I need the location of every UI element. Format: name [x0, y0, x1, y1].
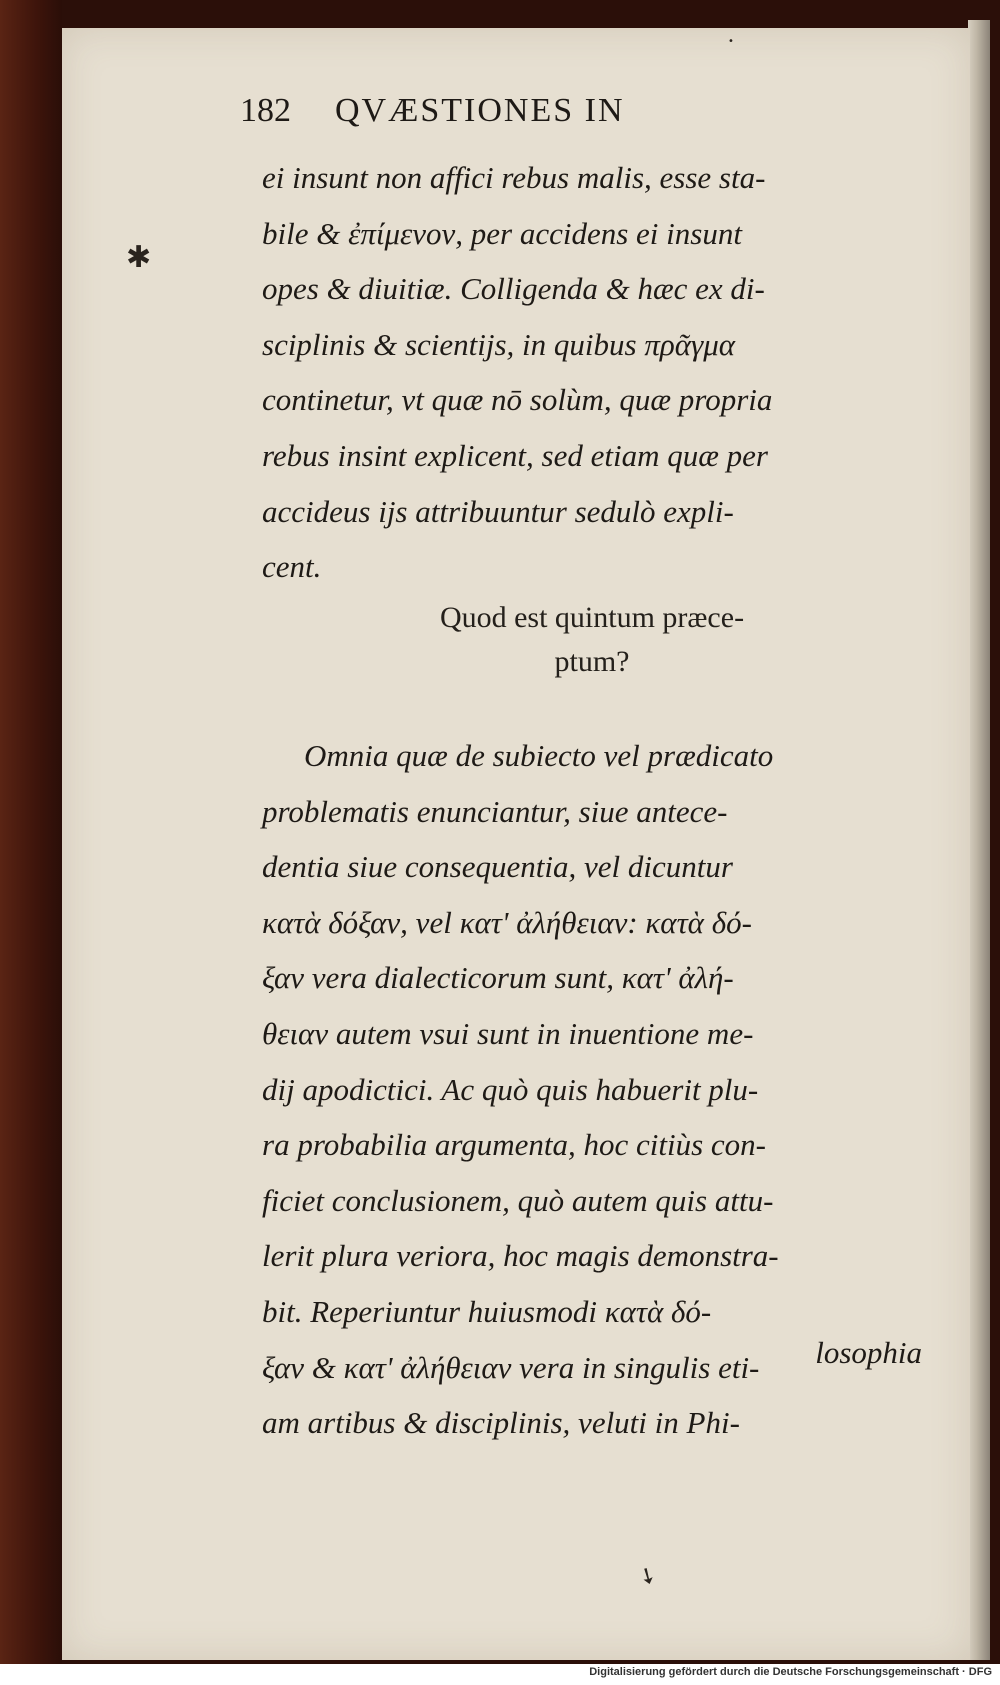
digitization-credit: Digitalisierung gefördert durch die Deutsche Forschungsgemeinschaft · DFG: [589, 1666, 992, 1678]
text-line: Omnia quæ de subiecto vel prædicato: [304, 738, 774, 773]
text-line: cent.: [262, 549, 322, 585]
text-line: dij apodictici. Ac quò quis habuerit plu-: [262, 1071, 759, 1107]
ink-mark-icon: ➘: [632, 1561, 662, 1592]
text-line: θειαν autem vsui sunt in inuentione me-: [262, 1015, 754, 1051]
section-heading: [262, 596, 922, 684]
text-line: ra probabilia argumenta, hoc citiùs con-: [262, 1127, 766, 1163]
text-line: problematis enunciantur, siue antece-: [262, 793, 728, 829]
page-edge: [968, 20, 990, 1660]
page-number: 182: [240, 92, 291, 129]
text-line: lerit plura veriora, hoc magis demonstra-: [262, 1238, 779, 1274]
text-line: sciplinis & scientijs, in quibus πρᾶγμα: [262, 326, 736, 362]
paragraph-1: [262, 150, 922, 595]
text-line: rebus insint explicent, sed etiam quæ per: [262, 437, 768, 473]
text-line: κατὰ δόξαν, vel κατ' ἀλήθειαν: κατὰ δό-: [262, 904, 752, 940]
text-line: bile & ἐπίμενον, per accidens ei insunt: [262, 215, 742, 251]
heading-line: Quod est quintum præce-: [439, 601, 745, 634]
text-line: ei insunt non affici rebus malis, esse sta-: [262, 160, 766, 195]
catchword: losophia: [815, 1335, 922, 1370]
ink-speck-icon: •: [728, 36, 734, 47]
running-head: QVÆSTIONES IN: [335, 92, 625, 129]
text-line: continetur, vt quæ nō solùm, quæ propria: [262, 382, 773, 418]
text-line: ξαν & κατ' ἀλήθειαν vera in singulis eti-: [262, 1349, 760, 1385]
heading-line: ptum?: [554, 645, 630, 678]
text-line: bit. Reperiuntur huiusmodi κατὰ δό-: [262, 1293, 712, 1329]
book-binding: [0, 0, 62, 1685]
text-line: opes & diuitiæ. Colligenda & hæc ex di-: [262, 271, 765, 307]
text-line: ficiet conclusionem, quò autem quis attu-: [262, 1182, 774, 1218]
text-line: accideus ijs attribuuntur sedulò expli-: [262, 493, 734, 529]
text-line: dentia siue consequentia, vel dicuntur: [262, 849, 733, 885]
text-line: ξαν vera dialecticorum sunt, κατ' ἀλή-: [262, 960, 734, 996]
text-line: am artibus & disciplinis, veluti in Phi-: [262, 1405, 740, 1441]
page-header: [240, 92, 880, 136]
ink-blot-icon: ✱: [126, 240, 152, 275]
